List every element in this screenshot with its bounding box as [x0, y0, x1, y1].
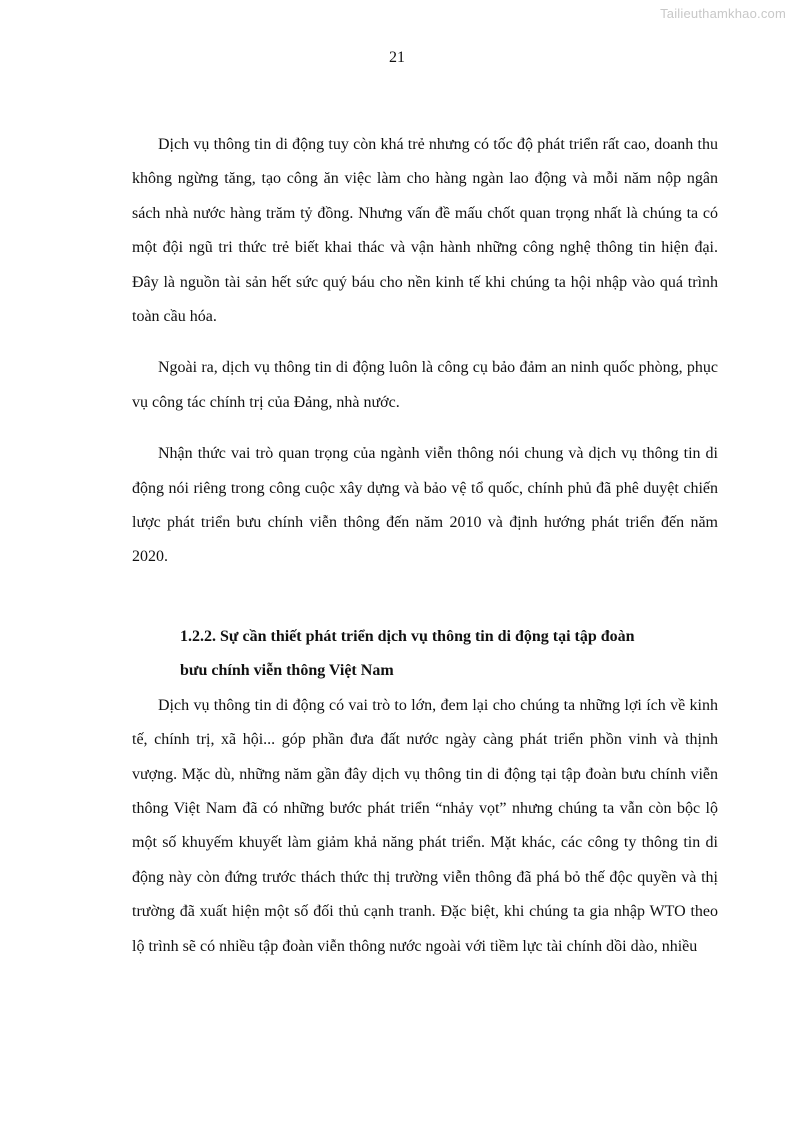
section-heading: [132, 620, 718, 689]
document-body: [132, 128, 718, 964]
paragraph-security-role: Ngoài ra, dịch vụ thông tin di động luôn là công cụ bảo đảm an ninh quốc phòng, phục vụ công tác chính trị của Đảng, nhà nước.: [132, 359, 718, 411]
section-heading-line-1: 1.2.2. Sự cần thiết phát triển dịch vụ thông tin di động tại tập đoàn: [180, 627, 635, 645]
watermark: Tailieuthamkhao.com: [660, 6, 786, 21]
paragraph-government-strategy: Nhận thức vai trò quan trọng của ngành viễn thông nói chung và dịch vụ thông tin di động nói riêng trong công cuộc xây dựng và bảo vệ tổ quốc, chính phủ đã phê duyệt chiến lược phát triển bưu chính viễn thông đến năm 2010 và định hướng phát triển đến năm 2020.: [132, 445, 718, 566]
section-heading-line-2: bưu chính viễn thông Việt Nam: [180, 662, 394, 680]
page-number: 21: [389, 49, 405, 66]
paragraph-section-body: Dịch vụ thông tin di động có vai trò to lớn, đem lại cho chúng ta những lợi ích về kinh tế, chính trị, xã hội... góp phần đưa đất nước ngày càng phát triển phồn vinh và thịnh vượng. Mặc dù, những năm gần đây dịch vụ thông tin di động tại tập đoàn bưu chính viễn thông Việt Nam đã có những bước phát triển “nhảy vọt” nhưng chúng ta vẫn còn bộc lộ một số khuyếm khuyết làm giảm khả năng phát triển. Mặt khác, các công ty thông tin di động này còn đứng trước thách thức thị trường viễn thông đã phá bỏ thế độc quyền và thị trường đã xuất hiện một số đối thủ cạnh tranh. Đặc biệt, khi chúng ta gia nhập WTO theo lộ trình sẽ có nhiều tập đoàn viễn thông nước ngoài với tiềm lực tài chính dồi dào, nhiều: [132, 696, 718, 955]
paragraph-mobile-service-growth: Dịch vụ thông tin di động tuy còn khá trẻ nhưng có tốc độ phát triển rất cao, doanh thu không ngừng tăng, tạo công ăn việc làm cho hàng ngàn lao động và mỗi năm nộp ngân sách nhà nước hàng trăm tỷ đồng. Nhưng vấn đề mấu chốt quan trọng nhất là chúng ta có một đội ngũ tri thức trẻ biết khai thác và vận hành những công nghệ thông tin hiện đại. Đây là nguồn tài sản hết sức quý báu cho nền kinh tế khi chúng ta hội nhập vào quá trình toàn cầu hóa.: [132, 136, 718, 326]
